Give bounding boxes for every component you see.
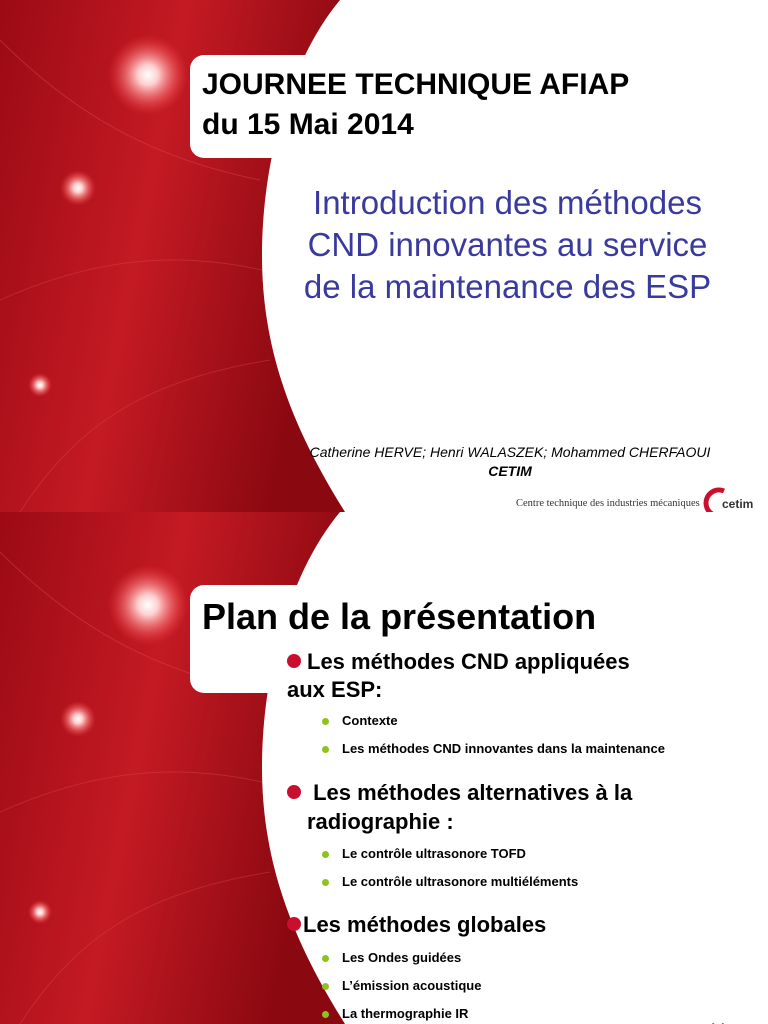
green-bullet-icon: [322, 955, 329, 962]
section-3-line-1: Les méthodes globales: [303, 912, 547, 937]
section-1-label: [287, 648, 630, 676]
logo-tagline: Centre technique des industries mécaniques: [516, 498, 700, 509]
green-bullet-icon: [322, 879, 329, 886]
title-box: [190, 55, 750, 158]
subtitle-line-2: CND innovantes au service: [307, 226, 708, 263]
organization: CETIM: [488, 463, 532, 479]
green-bullet-icon: [322, 851, 329, 858]
title-box: [190, 585, 750, 693]
green-bullet-icon: [322, 983, 329, 990]
cetim-logo-icon: [708, 1016, 728, 1024]
title-line-1: JOURNEE TECHNIQUE AFIAP: [202, 68, 630, 101]
subtitle-line-3: de la maintenance des ESP: [303, 268, 712, 305]
section-1-line-1: Les méthodes CND appliquées: [307, 649, 630, 674]
subtitle: [270, 182, 745, 308]
section-2-label: [287, 779, 632, 807]
title-line-2: du 15 Mai 2014: [202, 108, 414, 141]
section-3-item-2: L’émission acoustique: [342, 978, 482, 993]
red-bullet-icon: [287, 785, 301, 799]
section-2-item-1: Le contrôle ultrasonore TOFD: [342, 846, 526, 861]
logo-name: cetim: [722, 497, 754, 511]
red-bullet-icon: [287, 654, 301, 668]
section-1-line-2: aux ESP:: [287, 677, 383, 702]
section-3-item-1: Les Ondes guidées: [342, 950, 462, 965]
section-3-label: [287, 911, 546, 939]
green-bullet-icon: [322, 1011, 329, 1018]
section-1-item-2: Les méthodes CND innovantes dans la maintenance: [342, 741, 665, 756]
green-bullet-icon: [322, 718, 329, 725]
authors: Catherine HERVE; Henri WALASZEK; Mohammed CHERFAOUI: [309, 444, 711, 460]
plan-title: Plan de la présentation: [202, 596, 597, 637]
green-bullet-icon: [322, 746, 329, 753]
slide-2: [0, 512, 768, 1024]
section-2-item-2: Le contrôle ultrasonore multiéléments: [342, 874, 579, 889]
subtitle-line-1: Introduction des méthodes: [313, 184, 702, 221]
section-2-line-2: radiographie :: [307, 809, 454, 834]
section-3-item-3: La thermographie IR: [342, 1006, 469, 1021]
red-bullet-icon: [287, 917, 301, 931]
section-2-line-1: Les méthodes alternatives à la: [307, 780, 633, 805]
section-1-item-1: Contexte: [342, 713, 398, 728]
